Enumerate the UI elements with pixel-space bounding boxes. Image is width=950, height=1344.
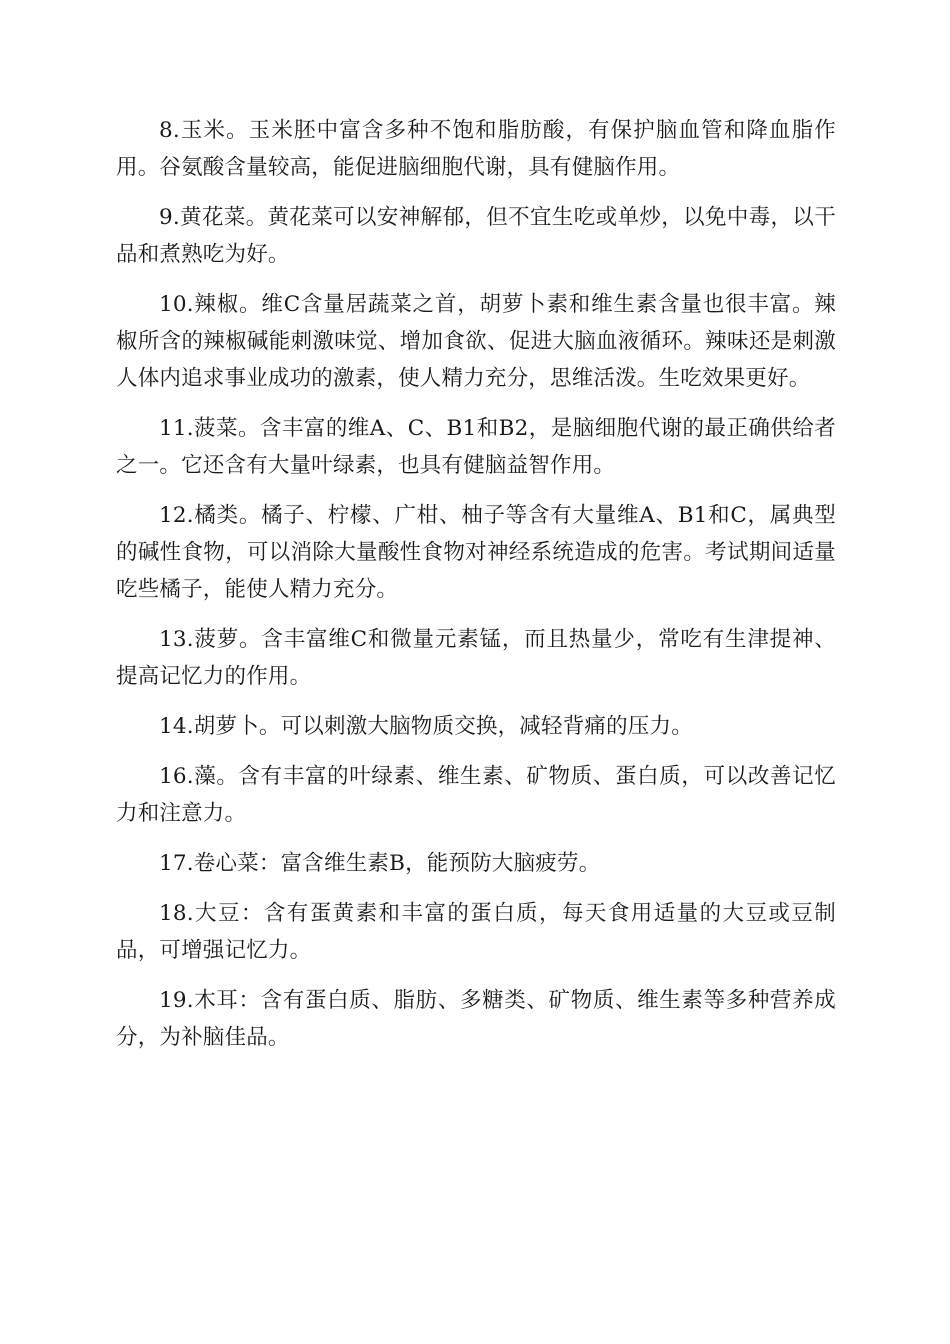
paragraph-citrus: 12.橘类。橘子、柠檬、广柑、柚子等含有大量维A、B1和C，属典型的碱性食物，可以消除大量酸性食物对神经系统造成的危害。考试期间适量吃些橘子，能使人精力充分。: [116, 503, 836, 602]
paragraph-chili: 10.辣椒。维C含量居蔬菜之首，胡萝卜素和维生素含量也很丰富。辣椒所含的辣椒碱能刺激味觉、增加食欲、促进大脑血液循环。辣味还是刺激人体内追求事业成功的激素，使人精力充分，思维活泼。生吃效果更好。: [116, 292, 836, 391]
document-body: [116, 112, 836, 1069]
paragraph-corn: 8.玉米。玉米胚中富含多种不饱和脂肪酸，有保护脑血管和降血脂作用。谷氨酸含量较高，能促进脑细胞代谢，具有健脑作用。: [116, 118, 836, 180]
paragraph-algae: 16.藻。含有丰富的叶绿素、维生素、矿物质、蛋白质，可以改善记忆力和注意力。: [116, 764, 836, 826]
paragraph-cabbage: 17.卷心菜：富含维生素B，能预防大脑疲劳。: [159, 851, 601, 876]
paragraph-soybean: 18.大豆：含有蛋黄素和丰富的蛋白质，每天食用适量的大豆或豆制品，可增强记忆力。: [116, 901, 836, 963]
paragraph-pineapple: 13.菠萝。含丰富维C和微量元素锰，而且热量少，常吃有生津提神、提高记忆力的作用。: [116, 627, 836, 689]
paragraph-daylily: 9.黄花菜。黄花菜可以安神解郁，但不宜生吃或单炒，以免中毒，以干品和煮熟吃为好。: [116, 205, 836, 267]
paragraph-spinach: 11.菠菜。含丰富的维A、C、B1和B2，是脑细胞代谢的最正确供给者之一。它还含有大量叶绿素，也具有健脑益智作用。: [116, 416, 836, 478]
paragraph-carrot: 14.胡萝卜。可以刺激大脑物质交换，减轻背痛的压力。: [159, 714, 693, 739]
paragraph-wood-ear: 19.木耳：含有蛋白质、脂肪、多糖类、矿物质、维生素等多种营养成分，为补脑佳品。: [116, 988, 836, 1050]
